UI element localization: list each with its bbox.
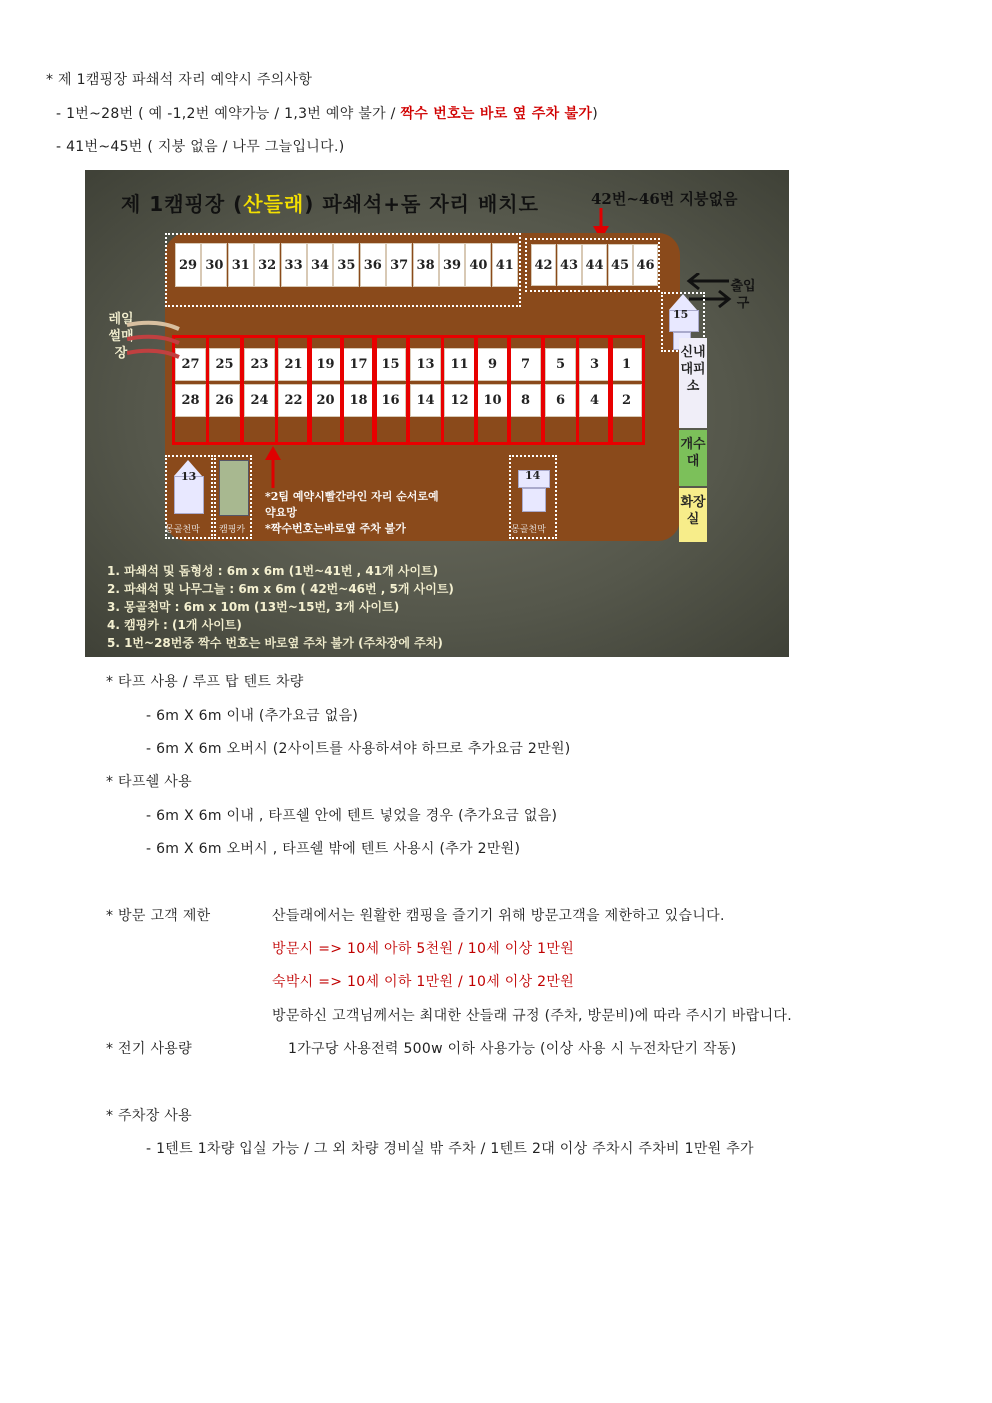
notice-line-1-highlight: 짝수 번호는 바로 옆 주차 불가 [400,106,593,122]
shell-rule-1: - 6m X 6m 이내 , 타프쉘 안에 텐트 넣었을 경우 (추가요금 없음) [146,808,558,824]
visit-title: * 방문 고객 제한 [106,908,211,924]
site-19: 19 [310,348,341,381]
site-38: 38 [413,243,439,287]
visit-day-fee: 방문시 => 10세 아하 5천원 / 10세 이상 1만원 [272,941,575,957]
pair-box [608,335,645,445]
site-15: 15 [375,348,406,381]
pair-box [507,335,544,445]
map-title-highlight: 산들래 [243,192,305,216]
site-10: 10 [477,384,508,417]
site-28: 28 [175,384,206,417]
site-12: 12 [444,384,475,417]
site-2: 2 [611,384,642,417]
site-21: 21 [278,348,309,381]
site-14-label: 14 [525,469,541,482]
site-35: 35 [333,243,359,287]
site-14: 14 [410,384,441,417]
tarp-title: * 타프 사용 / 루프 탑 텐트 차량 [106,674,304,690]
mongol-tent-2-label: 몽골천막 [511,525,546,535]
shelter-label: 신내대피소 [679,338,707,428]
notice-title: * 제 1캠핑장 파쇄석 자리 예약시 주의사항 [46,72,313,88]
site-26: 26 [209,384,240,417]
rail-sled-label: 레일썰매장 [108,312,134,361]
site-33: 33 [281,243,307,287]
site-31: 31 [228,243,254,287]
shell-title: * 타프쉘 사용 [106,774,192,790]
tarp-rule-1: - 6m X 6m 이내 (추가요금 없음) [146,708,359,724]
site-16: 16 [375,384,406,417]
map-note-2: 약요망 [265,506,297,519]
site-34: 34 [307,243,333,287]
pair-box [474,335,511,445]
site-9: 9 [477,348,508,381]
site-7: 7 [510,348,541,381]
map-title-prefix: 제 1캠핑장 ( [121,192,244,216]
map-note-1: *2팀 예약시빨간라인 자리 순서로예 [265,490,439,503]
site-13: 13 [410,348,441,381]
site-29: 29 [175,243,201,287]
pair-box [542,335,579,445]
site-27: 27 [175,348,206,381]
site-5: 5 [545,348,576,381]
site-23: 23 [244,348,275,381]
site-11: 11 [444,348,475,381]
power-title: * 전기 사용량 [106,1041,192,1057]
site-6: 6 [545,384,576,417]
tarp-rule-2: - 6m X 6m 오버시 (2사이트를 사용하셔야 하므로 추가요금 2만원) [146,741,571,757]
site-3: 3 [579,348,610,381]
notice-line-2: - 41번~45번 ( 지붕 없음 / 나무 그늘입니다.) [56,139,345,155]
visit-stay-fee: 숙박시 => 10세 이하 1만원 / 10세 이상 2만원 [272,974,575,990]
legend-1: 1. 파쇄석 및 돔형성 : 6m x 6m (1번~41번 , 41개 사이트) [107,564,439,578]
pair-box [241,335,278,445]
map-note-3: *짝수번호는바로옆 주차 불가 [265,522,406,535]
camping-car-icon [219,460,249,516]
site-42: 42 [531,244,556,286]
site-4: 4 [579,384,610,417]
visit-note: 방문하신 고객님께서는 최대한 산들래 규정 (주차, 방문비)에 따라 주시기 바랍니다. [272,1008,792,1024]
notice-line-1-text: - 1번~28번 ( 예 -1,2번 예약가능 / 1,3번 예약 불가 / [56,106,401,122]
power-description: 1가구당 사용전력 500w 이하 사용가능 (이상 사용 시 누전차단기 작동) [288,1041,737,1057]
parking-title: * 주차장 사용 [106,1108,192,1124]
site-43: 43 [557,244,582,286]
site-15-label: 15 [673,308,689,321]
site-45: 45 [608,244,633,286]
roofless-note: 42번~46번 지붕없음 [591,190,738,208]
map-title [121,188,539,217]
site-18: 18 [343,384,374,417]
mongol-tent-1-label: 몽골천막 [165,525,200,535]
site-24: 24 [244,384,275,417]
visit-description: 산들래에서는 원활한 캠핑을 즐기기 위해 방문고객을 제한하고 있습니다. [272,908,725,924]
campsite-map [85,170,789,657]
legend-2: 2. 파쇄석 및 나무그늘 : 6m x 6m ( 42번~46번 , 5개 사이트) [107,582,454,596]
site-44: 44 [582,244,607,286]
legend-3: 3. 몽골천막 : 6m x 10m (13번~15번, 3개 사이트) [107,600,400,614]
site-46: 46 [633,244,658,286]
exit-label: 출입구 [730,279,756,311]
site-1: 1 [611,348,642,381]
notice-line-1 [56,103,598,123]
pair-box [441,335,478,445]
arrow-up-icon [265,446,281,488]
notice-line-1-suffix: ) [592,106,598,122]
camping-car-label: 캠핑카 [219,525,246,535]
map-title-suffix: ) 파쇄석+돔 자리 배치도 [304,192,539,216]
site-32: 32 [254,243,280,287]
rail-icon [127,315,182,365]
site-13-label: 13 [181,470,197,483]
site-8: 8 [510,384,541,417]
site-22: 22 [278,384,309,417]
site-25: 25 [209,348,240,381]
pair-box [372,335,409,445]
pair-box [206,335,243,445]
toilet-label: 화장실 [679,488,707,542]
legend-5: 5. 1번~28번중 짝수 번호는 바로옆 주차 불가 (주차장에 주차) [107,636,443,650]
pair-box [407,335,444,445]
pair-box [307,335,344,445]
legend-4: 4. 캠핑카 : (1개 사이트) [107,618,242,632]
parking-rule-1: - 1텐트 1차량 입실 가능 / 그 외 차량 경비실 밖 주차 / 1텐트 2대 이상 주차시 주차비 1만원 추가 [146,1141,754,1157]
site-39: 39 [439,243,465,287]
site-17: 17 [343,348,374,381]
site-41: 41 [492,243,518,287]
sink-label: 개수대 [679,430,707,486]
site-20: 20 [310,384,341,417]
shell-rule-2: - 6m X 6m 오버시 , 타프쉘 밖에 텐트 사용시 (추가 2만원) [146,841,521,857]
site-37: 37 [386,243,412,287]
site-36: 36 [360,243,386,287]
site-30: 30 [201,243,227,287]
site-40: 40 [465,243,491,287]
